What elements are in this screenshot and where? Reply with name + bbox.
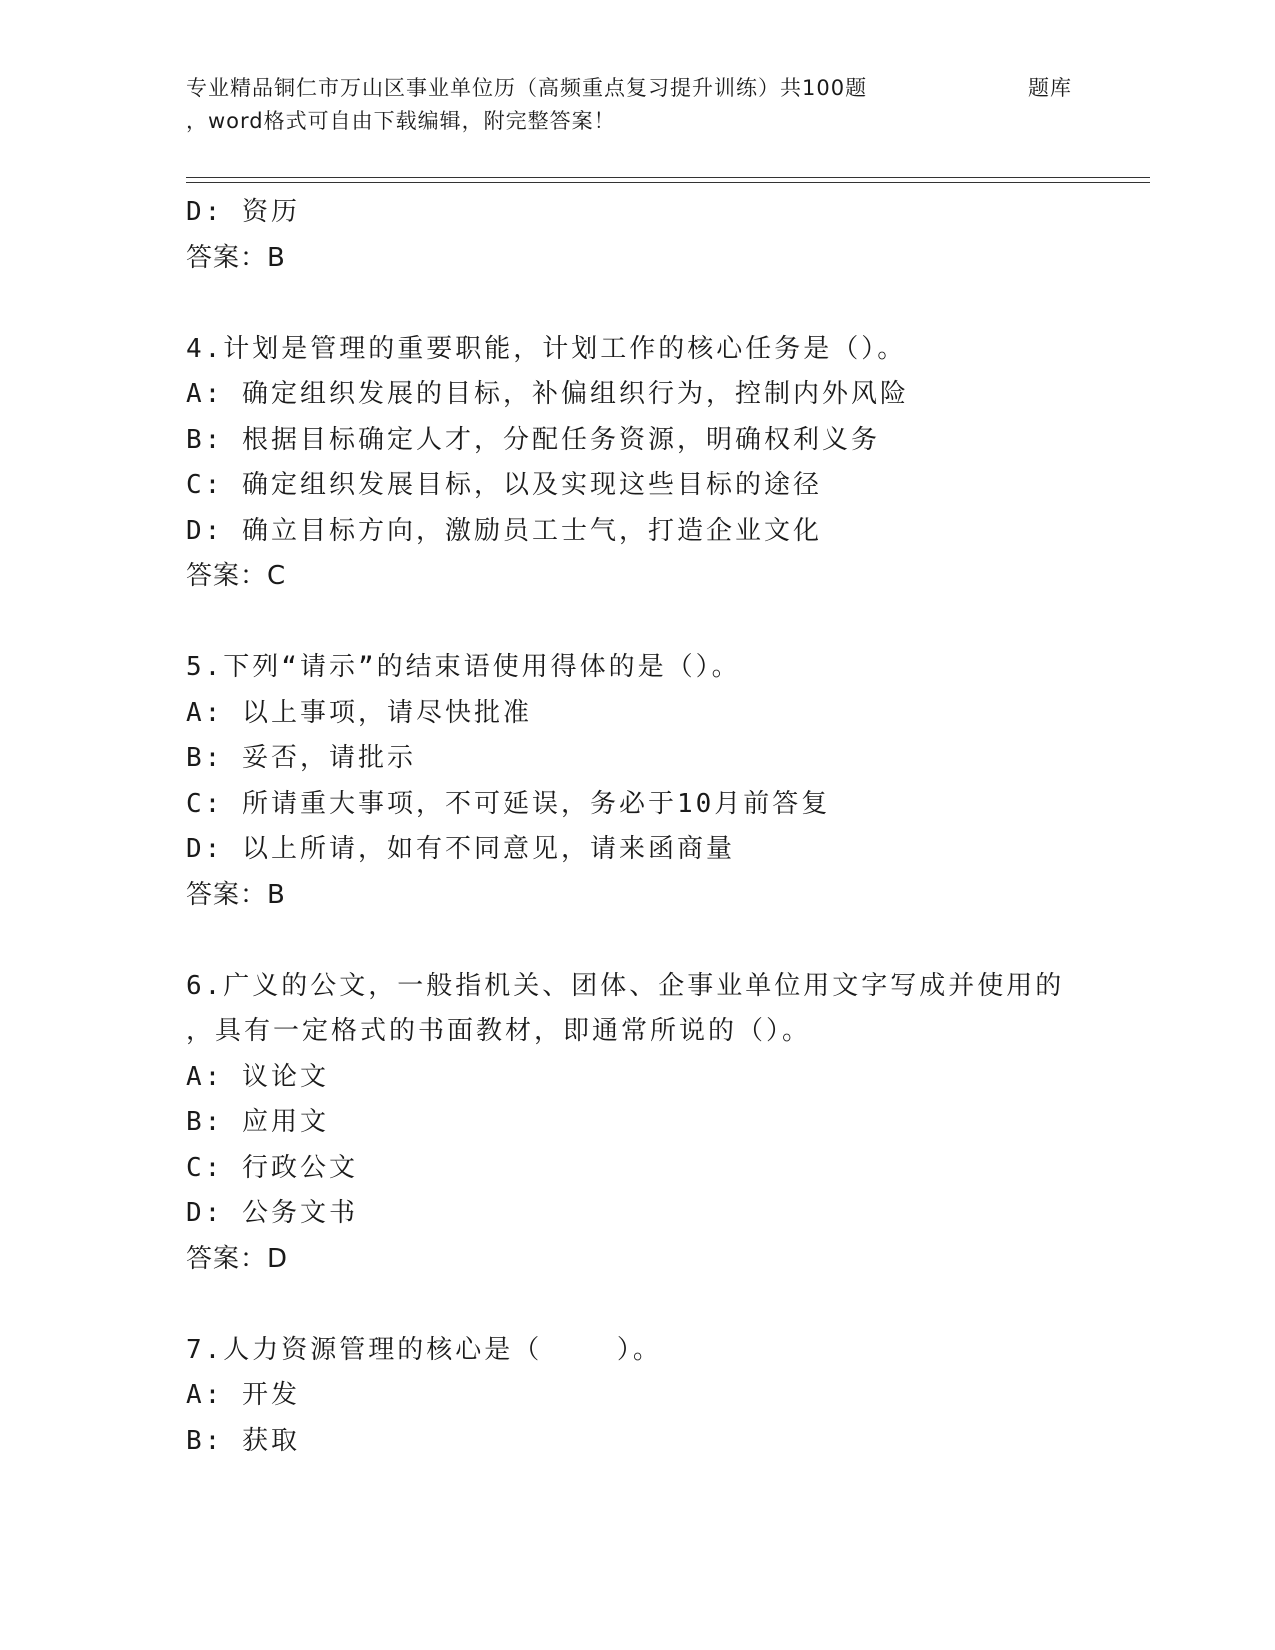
option-a: A: 开发 [186,1380,300,1410]
header-divider-top [186,177,1150,178]
document-header [186,72,1086,138]
prev-question-option-d: D: 资历 [186,197,300,227]
question-5 [186,645,1146,918]
option-b: B: 根据目标确定人才，分配任务资源，明确权利义务 [186,424,880,455]
answer: 答案：B [186,879,286,910]
header-title-line2: ，word格式可自由下载编辑，附完整答案！ [186,109,616,133]
spacer [186,600,1146,646]
option-a: A: 确定组织发展的目标，补偏组织行为，控制内外风险 [186,379,909,409]
spacer [186,1282,1146,1328]
document-body [186,190,1146,1464]
option-c: C: 确定组织发展目标，以及实现这些目标的途径 [186,470,822,500]
question-7 [186,1328,1146,1465]
question-stem: 5.下列“请示”的结束语使用得体的是（）。 [186,652,741,682]
option-b: B: 妥否，请批示 [186,743,416,773]
option-b: B: 获取 [186,1425,300,1456]
option-c: C: 行政公文 [186,1152,358,1183]
option-c: C: 所请重大事项，不可延误，务必于10月前答复 [186,788,831,819]
option-a: A: 议论文 [186,1061,329,1092]
option-b: B: 应用文 [186,1107,329,1137]
option-a: A: 以上事项，请尽快批准 [186,697,532,728]
prev-question-answer: 答案：B [186,242,286,273]
question-stem: 7.人力资源管理的核心是（ ）。 [186,1334,662,1365]
answer: 答案：C [186,561,287,591]
header-divider-bottom [186,182,1150,183]
option-d: D: 确立目标方向，激励员工士气，打造企业文化 [186,515,822,546]
spacer [186,281,1146,327]
question-stem-line1: 6.广义的公文，一般指机关、团体、企事业单位用文字写成并使用的 [186,970,1065,1001]
option-d: D: 以上所请，如有不同意见，请来函商量 [186,834,735,864]
option-d: D: 公务文书 [186,1198,358,1228]
header-tag: 题库 [1028,76,1072,100]
question-4 [186,327,1146,600]
answer: 答案：D [186,1243,289,1274]
spacer [186,918,1146,964]
question-stem-line2: ，具有一定格式的书面教材，即通常所说的（）。 [186,1016,812,1046]
question-6 [186,964,1146,1283]
header-title-line1: 专业精品铜仁市万山区事业单位历（高频重点复习提升训练）共100题 [186,76,868,100]
question-stem: 4.计划是管理的重要职能，计划工作的核心任务是（）。 [186,333,907,364]
